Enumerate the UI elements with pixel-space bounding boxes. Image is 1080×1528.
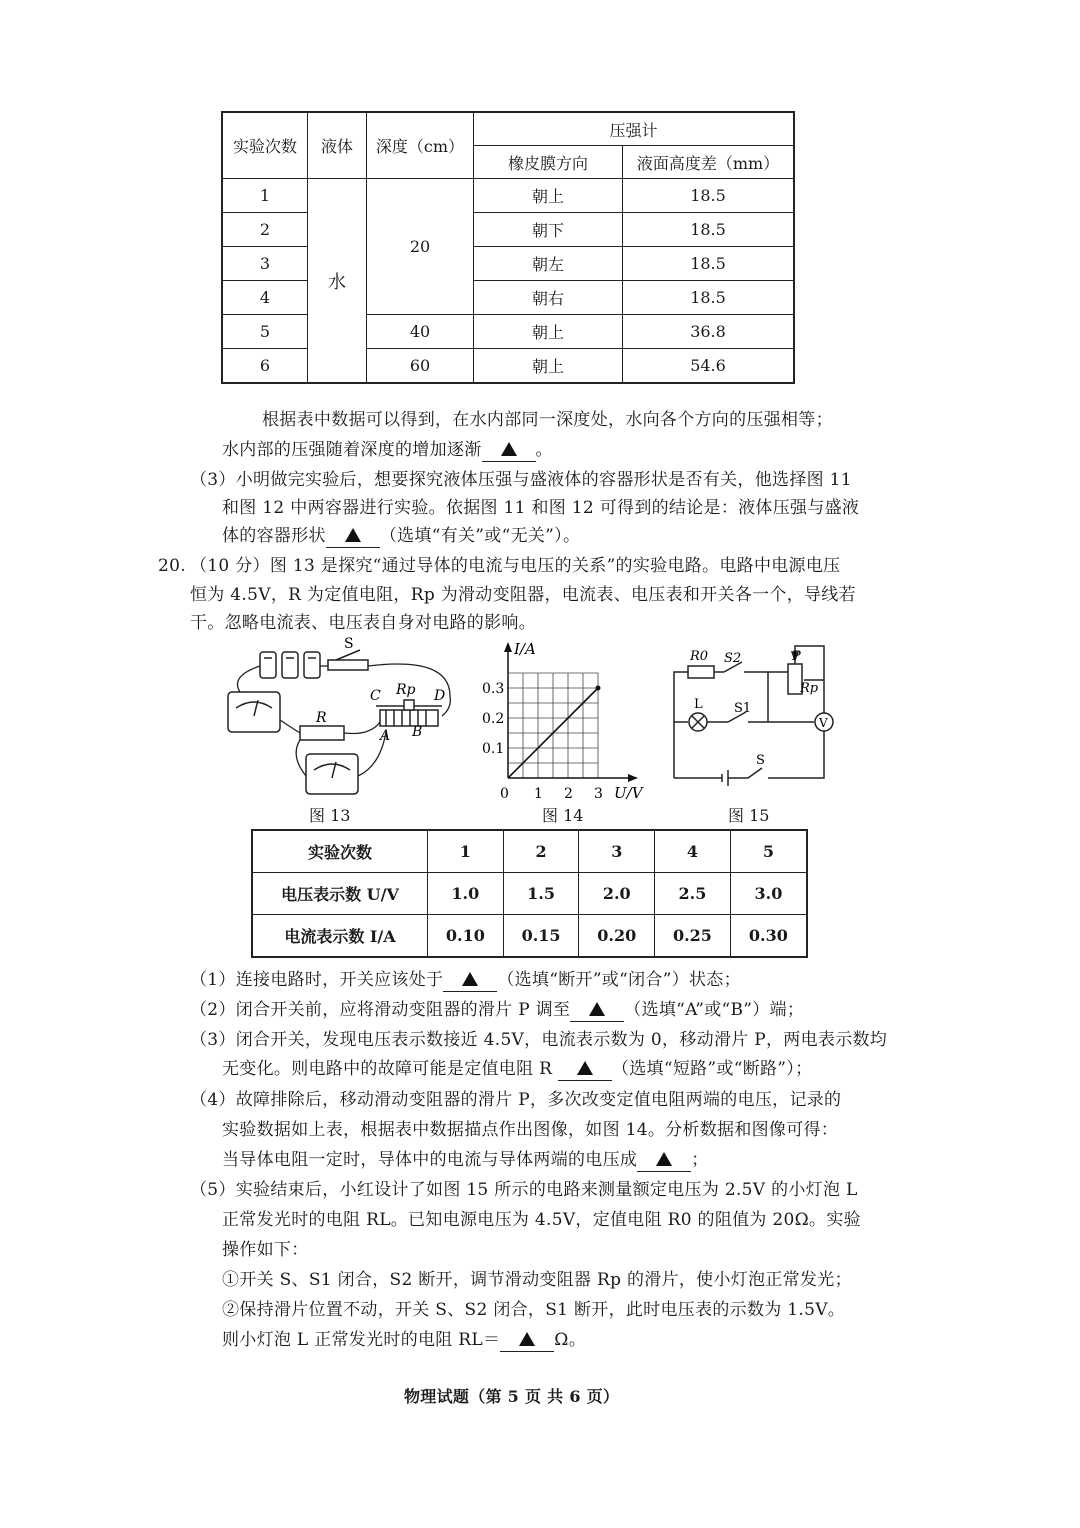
conclusion-line-2-text: 水内部的压强随着深度的增加逐渐 — [222, 440, 482, 460]
cell-voltage: 2.0 — [579, 873, 655, 915]
cell-current: 0.25 — [655, 915, 731, 958]
cell-trial: 6 — [222, 349, 308, 384]
label-b: B — [412, 724, 423, 740]
cell-trial: 2 — [222, 213, 308, 247]
cell-diff: 36.8 — [623, 315, 795, 349]
q20-3-line-1: （3）闭合开关，发现电压表示数接近 4.5V，电流表示数为 0，移动滑片 P，两电表示数均 — [190, 1030, 888, 1050]
q20-2-end: （选填“A”或“B”）端； — [624, 1000, 805, 1020]
answer-blank[interactable] — [482, 439, 536, 462]
label-d: D — [434, 688, 446, 704]
cell-depth: 60 — [367, 349, 474, 384]
row-header-voltage: 电压表示数 U/V — [252, 873, 428, 915]
cell-voltage: 1.5 — [503, 873, 579, 915]
table-row — [252, 915, 807, 958]
q20-line-3: 干。忽略电流表、电压表自身对电路的影响。 — [190, 613, 536, 633]
rheostat-icon — [376, 700, 442, 726]
q20-5-line-1: （5）实验结束后，小红设计了如图 15 所示的电路来测量额定电压为 2.5V 的小灯泡 L — [190, 1180, 858, 1200]
battery-pack-icon — [260, 652, 320, 678]
table-row — [252, 873, 807, 915]
cell-depth: 20 — [367, 179, 474, 315]
cell-diff: 18.5 — [623, 281, 795, 315]
q20-2 — [190, 995, 804, 1025]
switch-s-icon — [748, 768, 762, 778]
iv-data-table — [251, 829, 808, 958]
q20-5-last-text: 则小灯泡 L 正常发光时的电阻 RL＝ — [222, 1330, 501, 1350]
cell-trial: 5 — [222, 315, 308, 349]
y-axis-label: I/A — [514, 640, 536, 658]
cell-depth: 40 — [367, 315, 474, 349]
label-rp: Rp — [800, 681, 819, 696]
label-s: S — [344, 636, 354, 652]
conclusion-line-2 — [222, 435, 553, 465]
conclusion-line-2-end: 。 — [535, 440, 553, 460]
chart-grid — [508, 673, 598, 778]
label-a: A — [380, 728, 391, 744]
q20-3-text: 无变化。则电路中的故障可能是定值电阻 R — [222, 1059, 553, 1079]
th-trial: 实验次数 — [222, 112, 308, 179]
q20-line-2: 恒为 4.5V，R 为定值电阻，Rp 为滑动变阻器，电流表、电压表和开关各一个，导线若 — [190, 585, 856, 605]
q20-line-1: （10 分）图 13 是探究“通过导体的电流与电压的关系”的实验电路。电路中电源电压 — [190, 556, 841, 576]
q20-3-line-2 — [222, 1054, 812, 1084]
cell-diff: 18.5 — [623, 179, 795, 213]
cell-voltage: 3.0 — [730, 873, 807, 915]
cell-direction: 朝上 — [474, 315, 623, 349]
cell-voltage: 1.0 — [428, 873, 504, 915]
q20-3-end: （选填“短路”或“断路”）； — [611, 1059, 813, 1079]
y-tick-label: 0.2 — [482, 711, 505, 727]
voltmeter-icon — [306, 754, 358, 794]
cell-trial: 3 — [222, 247, 308, 281]
table-row — [252, 830, 807, 873]
label-r0: R0 — [690, 649, 709, 664]
q20-5-step-1: ①开关 S、S1 闭合，S2 断开，调节滑动变阻器 Rp 的滑片，使小灯泡正常发光； — [222, 1270, 852, 1290]
label-v: V — [819, 716, 828, 730]
resistor-r0-icon — [688, 666, 714, 678]
answer-blank[interactable] — [558, 1058, 612, 1081]
figure-14-caption: 图 14 — [542, 806, 584, 825]
th-liquid: 液体 — [308, 112, 367, 179]
figure-13-caption: 图 13 — [309, 806, 351, 825]
triangle-icon — [501, 442, 517, 456]
q20-4-text: 当导体电阻一定时，导体中的电流与导体两端的电压成 — [222, 1150, 638, 1170]
th-gauge: 压强计 — [474, 112, 795, 146]
x-tick-label: 1 — [534, 786, 543, 802]
y-axis-arrow-icon — [504, 642, 512, 652]
ammeter-icon — [228, 692, 280, 732]
answer-blank[interactable] — [637, 1149, 691, 1172]
row-header-trial: 实验次数 — [252, 830, 428, 873]
label-c: C — [370, 688, 381, 704]
cell-direction: 朝右 — [474, 281, 623, 315]
cell-trial: 3 — [579, 830, 655, 873]
q20-1-end: （选填“断开”或“闭合”）状态； — [497, 970, 741, 990]
label-s2: S2 — [724, 651, 742, 666]
q20-1-text: （1）连接电路时，开关应该处于 — [190, 970, 444, 990]
label-rp: Rp — [396, 682, 416, 698]
cell-current: 0.15 — [503, 915, 579, 958]
cell-diff: 18.5 — [623, 213, 795, 247]
label-p: P — [792, 649, 801, 664]
answer-blank[interactable] — [443, 969, 497, 992]
q3-line-2: 和图 12 中两容器进行实验。依据图 11 和图 12 可得到的结论是：液体压强与盛液 — [222, 498, 860, 518]
q20-1 — [190, 965, 741, 995]
y-tick-label: 0.3 — [482, 681, 505, 697]
q3-line-1: （3）小明做完实验后，想要探究液体压强与盛液体的容器形状是否有关，他选择图 11 — [190, 470, 852, 490]
q20-2-text: （2）闭合开关前，应将滑动变阻器的滑片 P 调至 — [190, 1000, 571, 1020]
cell-liquid: 水 — [308, 179, 367, 384]
x-axis-arrow-icon — [628, 774, 638, 782]
x-tick-label: 0 — [500, 786, 509, 802]
answer-blank[interactable] — [500, 1329, 554, 1352]
q20-5-line-2: 正常发光时的电阻 RL。已知电源电压为 4.5V，定值电阻 R0 的阻值为 20Ω。实验 — [222, 1210, 861, 1230]
q3-line-3-end: （选填“有关”或“无关”）。 — [379, 526, 581, 546]
cell-direction: 朝上 — [474, 179, 623, 213]
q20-5-line-3: 操作如下： — [222, 1240, 309, 1260]
cell-trial: 1 — [222, 179, 308, 213]
q20-number: 20. — [158, 556, 186, 576]
y-tick-label: 0.1 — [482, 741, 505, 757]
triangle-icon — [519, 1332, 535, 1346]
label-r: R — [316, 710, 327, 726]
switch-icon — [328, 650, 368, 670]
pressure-table — [221, 111, 795, 384]
triangle-icon — [462, 972, 478, 986]
cell-current: 0.30 — [730, 915, 807, 958]
q20-4-line-1: （4）故障排除后，移动滑动变阻器的滑片 P，多次改变定值电阻两端的电压，记录的 — [190, 1090, 842, 1110]
cell-trial: 1 — [428, 830, 504, 873]
figure-15-schematic — [664, 640, 834, 790]
data-point — [596, 686, 601, 691]
cell-direction: 朝左 — [474, 247, 623, 281]
triangle-icon — [656, 1152, 672, 1166]
conclusion-line-1: 根据表中数据可以得到，在水内部同一深度处，水向各个方向的压强相等； — [262, 410, 833, 430]
cell-current: 0.10 — [428, 915, 504, 958]
q3-line-3-text: 体的容器形状 — [222, 526, 326, 546]
th-depth: 深度（cm） — [367, 112, 474, 179]
schematic-wires — [674, 646, 833, 786]
x-tick-label: 3 — [594, 786, 603, 802]
q20-4-line-3 — [222, 1145, 709, 1175]
triangle-icon — [577, 1061, 593, 1075]
row-header-current: 电流表示数 I/A — [252, 915, 428, 958]
q20-5-step-2: ②保持滑片位置不动，开关 S、S2 闭合，S1 断开，此时电压表的示数为 1.5V。 — [222, 1300, 846, 1320]
triangle-icon — [589, 1002, 605, 1016]
cell-diff: 54.6 — [623, 349, 795, 384]
cell-trial: 4 — [222, 281, 308, 315]
resistor-icon — [300, 726, 344, 740]
cell-diff: 18.5 — [623, 247, 795, 281]
cell-trial: 2 — [503, 830, 579, 873]
cell-trial: 5 — [730, 830, 807, 873]
figure-14-chart — [478, 640, 648, 810]
q20-5-last-end: Ω。 — [554, 1330, 586, 1350]
cell-direction: 朝上 — [474, 349, 623, 384]
answer-blank[interactable] — [570, 999, 624, 1022]
q3-line-3 — [222, 521, 580, 551]
triangle-icon — [345, 528, 361, 542]
q20-4-end: ； — [691, 1150, 709, 1170]
figure-13-circuit — [220, 636, 470, 806]
label-s1: S1 — [734, 701, 752, 716]
cell-current: 0.20 — [579, 915, 655, 958]
x-tick-label: 2 — [564, 786, 573, 802]
table-row — [222, 179, 794, 213]
q20-4-line-2: 实验数据如上表，根据表中数据描点作出图像，如图 14。分析数据和图像可得： — [222, 1120, 839, 1140]
label-s: S — [756, 753, 765, 768]
cell-direction: 朝下 — [474, 213, 623, 247]
label-l: L — [694, 697, 703, 712]
answer-blank[interactable] — [326, 525, 380, 548]
th-membrane: 橡皮膜方向 — [474, 146, 623, 179]
x-axis-label: U/V — [614, 784, 643, 802]
page-footer: 物理试题（第 5 页 共 6 页） — [404, 1387, 620, 1406]
cell-voltage: 2.5 — [655, 873, 731, 915]
th-height-diff: 液面高度差（mm） — [623, 146, 795, 179]
figure-15-caption: 图 15 — [728, 806, 770, 825]
q20-5-last — [222, 1325, 586, 1355]
cell-trial: 4 — [655, 830, 731, 873]
